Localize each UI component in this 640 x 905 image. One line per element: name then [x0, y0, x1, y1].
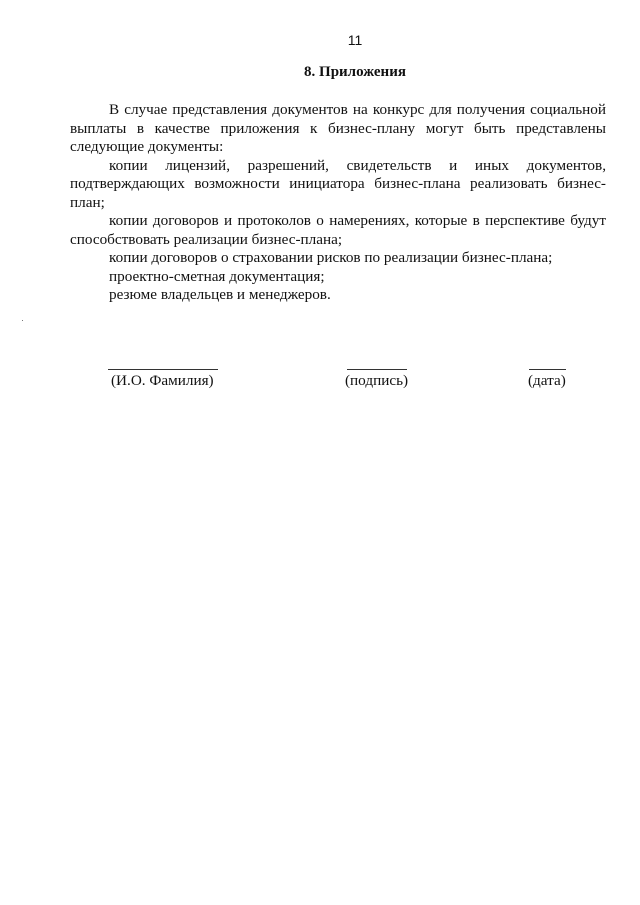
paragraph-intro: В случае представления документов на конкурс для получения социальной выплаты в качестве приложения к бизнес-плану могут быть представлены следующие документы:	[70, 101, 606, 155]
paragraph-design-estimates: проектно-сметная документация;	[109, 267, 325, 285]
signature-underline	[347, 369, 407, 370]
body-text	[70, 101, 606, 305]
signature-label: (подпись)	[345, 372, 409, 389]
name-underline	[108, 369, 218, 370]
date-underline	[529, 369, 566, 370]
page-number: 11	[347, 32, 363, 48]
margin-speck	[22, 320, 23, 321]
paragraph-resumes: резюме владельцев и менеджеров.	[109, 286, 331, 303]
paragraph-licenses: копии лицензий, разрешений, свидетельств и иных документов, подтверждающих возможности инициатора бизнес-плана реализовать бизнес-план;	[70, 156, 606, 211]
paragraph-contracts: копии договоров и протоколов о намерениях, которые в перспективе будут способствовать реализации бизнес-плана;	[70, 212, 606, 248]
section-title: 8. Приложения	[304, 64, 406, 80]
date-label: (дата)	[528, 372, 566, 389]
signature-block	[0, 358, 640, 398]
name-label: (И.О. Фамилия)	[111, 372, 214, 389]
paragraph-insurance: копии договоров о страховании рисков по реализации бизнес-плана;	[109, 249, 553, 266]
